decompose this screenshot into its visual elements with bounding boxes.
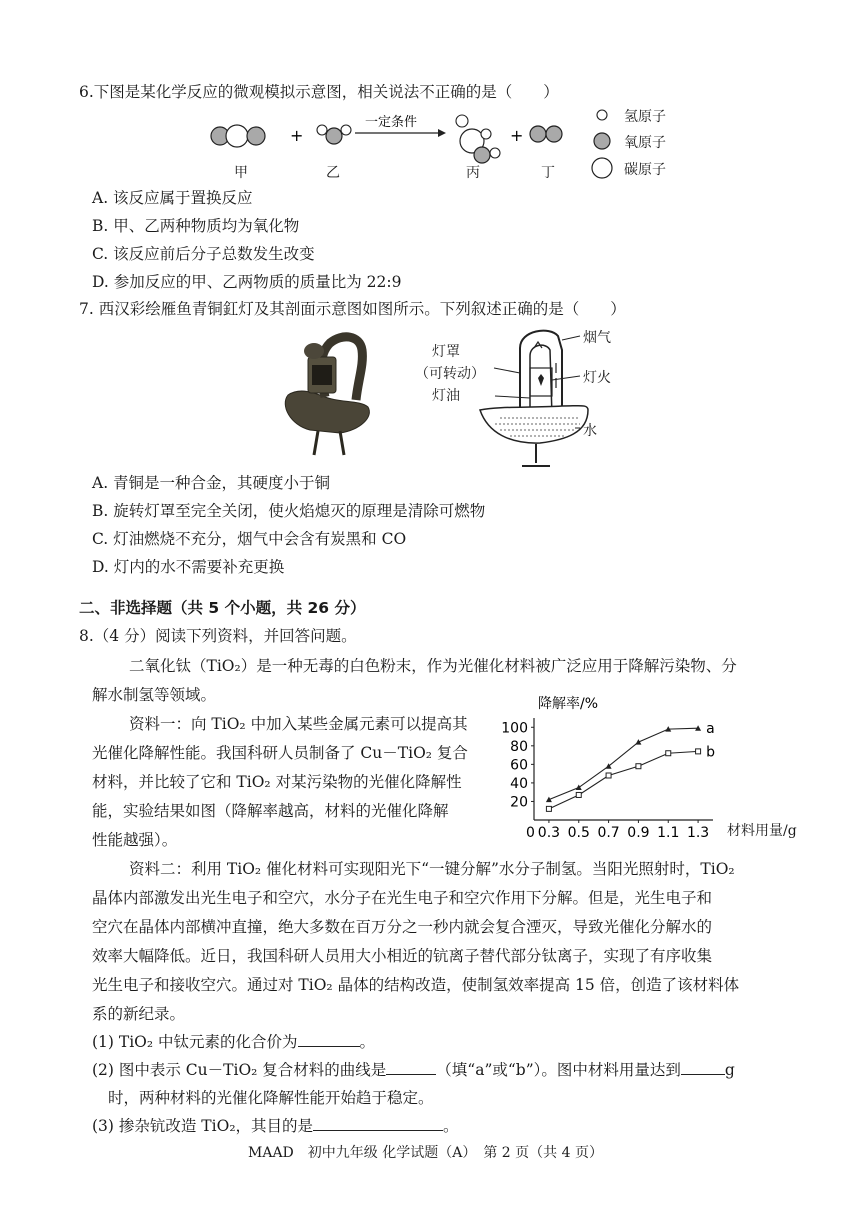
series-b-point: [546, 806, 551, 811]
q8-material2-line-6: 系的新纪录。: [92, 1005, 186, 1023]
species-bing: 丙: [466, 165, 480, 181]
q8-sub2-line-2: 时，两种材料的光催化降解性能开始趋于稳定。: [108, 1089, 434, 1107]
q7-option-c: C. 灯油燃烧不充分，烟气中会含有炭黑和 CO: [92, 530, 407, 548]
q6-option-c: C. 该反应前后分子总数发生改变: [92, 245, 315, 263]
series-b-point: [576, 792, 581, 797]
q8-material2-line-1: 资料二：利用 TiO₂ 催化材料可实现阳光下“一键分解”水分子制氢。当阳光照射时，TiO₂: [129, 860, 735, 878]
y-tick-label: 60: [510, 757, 528, 774]
series-b-point: [636, 764, 641, 769]
legend-oxygen-label: 氧原子: [624, 135, 666, 151]
q8-sub2: [92, 1058, 735, 1080]
label-oil: 灯油: [432, 388, 460, 404]
q8-sub2-unit: g: [724, 1061, 735, 1079]
legend-hydrogen-label: 氢原子: [624, 109, 666, 125]
series-b-point: [666, 751, 671, 756]
q8-material1-line-1: 资料一：向 TiO₂ 中加入某些金属元素可以提高其: [129, 715, 468, 733]
series-b-point: [606, 773, 611, 778]
q8-material2-line-2: 晶体内部激发出光生电子和空穴，水分子在光生电子和空穴作用下分解。但是，光生电子和: [92, 889, 713, 907]
q7-stem: 7. 西汉彩绘雁鱼青铜釭灯及其剖面示意图如图所示。下列叙述正确的是（ ）: [79, 300, 626, 318]
plus-sign-2: +: [510, 126, 524, 145]
series-b-label: b: [706, 744, 715, 761]
legend-carbon-label: 碳原子: [624, 162, 666, 178]
q8-sub2-text-a: (2) 图中表示 Cu－TiO₂ 复合材料的曲线是: [92, 1061, 387, 1079]
q8-material2-line-5: 光生电子和接收空穴。通过对 TiO₂ 晶体的结构改造，使制氢效率提高 15 倍，创造了该材料体: [92, 976, 740, 994]
q8-material1-line-4: 能，实验结果如图（降解率越高，材料的光催化降解: [92, 802, 449, 820]
q8-sub3-end: 。: [443, 1117, 459, 1135]
species-ding: 丁: [541, 165, 555, 181]
q8-sub1-text: (1) TiO₂ 中钛元素的化合价为: [92, 1033, 298, 1051]
label-shade-note: （可转动）: [415, 366, 485, 382]
series-a-point: [635, 739, 641, 745]
section-heading: 二、非选择题（共 5 个小题，共 26 分）: [79, 599, 366, 617]
label-smoke: 烟气: [583, 330, 611, 346]
series-a-point: [546, 797, 552, 803]
q8-material1-line-3: 材料，并比较了它和 TiO₂ 对某污染物的光催化降解性: [92, 773, 462, 791]
x-tick-label: 0.5: [567, 825, 590, 841]
q7-option-a: A. 青铜是一种合金，其硬度小于铜: [92, 474, 331, 492]
series-a-label: a: [706, 721, 715, 738]
y-tick-label: 40: [510, 775, 528, 792]
chart-x-axis-label: 材料用量/g: [727, 823, 797, 839]
legend-carbon-symbol: [592, 158, 612, 178]
q8-sub3: [92, 1114, 459, 1136]
x-tick-label: 0.7: [597, 825, 620, 841]
degradation-rate-chart: [501, 690, 808, 841]
q8-material1-line-5: 性能越强）。: [92, 831, 178, 849]
x-tick-label: 0.9: [627, 825, 650, 841]
label-fire: 灯火: [583, 370, 611, 386]
q8-sub2-blank-2[interactable]: [681, 1060, 725, 1075]
q6-option-a: A. 该反应属于置换反应: [92, 189, 253, 207]
series-b-line: [549, 751, 698, 808]
origin-label: 0: [526, 825, 535, 841]
series-a-line: [549, 728, 698, 799]
q7-option-d: D. 灯内的水不需要补充更换: [92, 558, 285, 576]
y-tick-label: 100: [501, 720, 528, 737]
molecule-ding: [530, 126, 562, 142]
q6-option-b: B. 甲、乙两种物质均为氧化物: [92, 217, 300, 235]
q6-stem: 6.下图是某化学反应的微观模拟示意图，相关说法不正确的是（ ）: [79, 83, 559, 101]
q8-sub3-blank[interactable]: [313, 1116, 443, 1131]
molecule-jia: [211, 125, 265, 147]
arrow-head: [438, 129, 446, 137]
q8-intro-line-2: 解水制氢等领域。: [92, 686, 217, 704]
chart-y-axis-label: 降解率/%: [538, 696, 599, 712]
q7-option-b: B. 旋转灯罩至完全关闭，使火焰熄灭的原理是清除可燃物: [92, 502, 486, 520]
q8-sub1: [92, 1030, 375, 1052]
q8-sub2-text-b: （填“a”或“b”）。图中材料用量达到: [436, 1061, 681, 1079]
y-tick-label: 80: [510, 738, 528, 755]
species-yi: 乙: [326, 165, 340, 181]
x-tick-label: 0.3: [537, 825, 561, 841]
plus-sign-1: +: [290, 126, 304, 145]
series-b-point: [696, 749, 701, 754]
q8-sub1-end: 。: [359, 1033, 376, 1051]
q8-material2-line-4: 效率大幅降低。近日，我国科研人员用大小相近的钪离子替代部分钛离子，实现了有序收集: [92, 947, 713, 965]
label-water: 水: [583, 423, 597, 439]
x-tick-label: 1.3: [686, 825, 710, 841]
bronze-lamp-photo: [270, 325, 385, 465]
q6-option-d: D. 参加反应的甲、乙两物质的质量比为 22:9: [92, 273, 402, 291]
label-shade: 灯罩: [432, 344, 460, 360]
q8-stem: 8.（4 分）阅读下列资料，并回答问题。: [79, 627, 357, 645]
q8-intro-line-1: 二氧化钛（TiO₂）是一种无毒的白色粉末，作为光催化材料被广泛应用于降解污染物、分: [129, 657, 737, 675]
legend-hydrogen-symbol: [597, 110, 607, 120]
x-tick-label: 1.1: [657, 825, 680, 841]
arrow-condition-label: 一定条件: [365, 115, 418, 130]
q8-sub3-text: (3) 掺杂钪改造 TiO₂，其目的是: [92, 1117, 314, 1135]
q8-material1-line-2: 光催化降解性能。我国科研人员制备了 Cu－TiO₂ 复合: [92, 744, 468, 762]
legend-oxygen-symbol: [594, 133, 610, 149]
q8-sub2-blank-1[interactable]: [386, 1060, 436, 1075]
y-tick-label: 20: [510, 794, 528, 811]
molecule-bing: [456, 115, 500, 163]
q8-sub1-blank[interactable]: [298, 1032, 360, 1047]
species-jia: 甲: [234, 165, 248, 181]
page-footer: MAAD 初中九年级 化学试题（A） 第 2 页（共 4 页）: [248, 1145, 603, 1161]
q8-material2-line-3: 空穴在晶体内部横冲直撞，绝大多数在百万分之一秒内就会复合湮灭，导致光催化分解水的: [92, 918, 713, 936]
molecule-yi: [317, 125, 351, 144]
